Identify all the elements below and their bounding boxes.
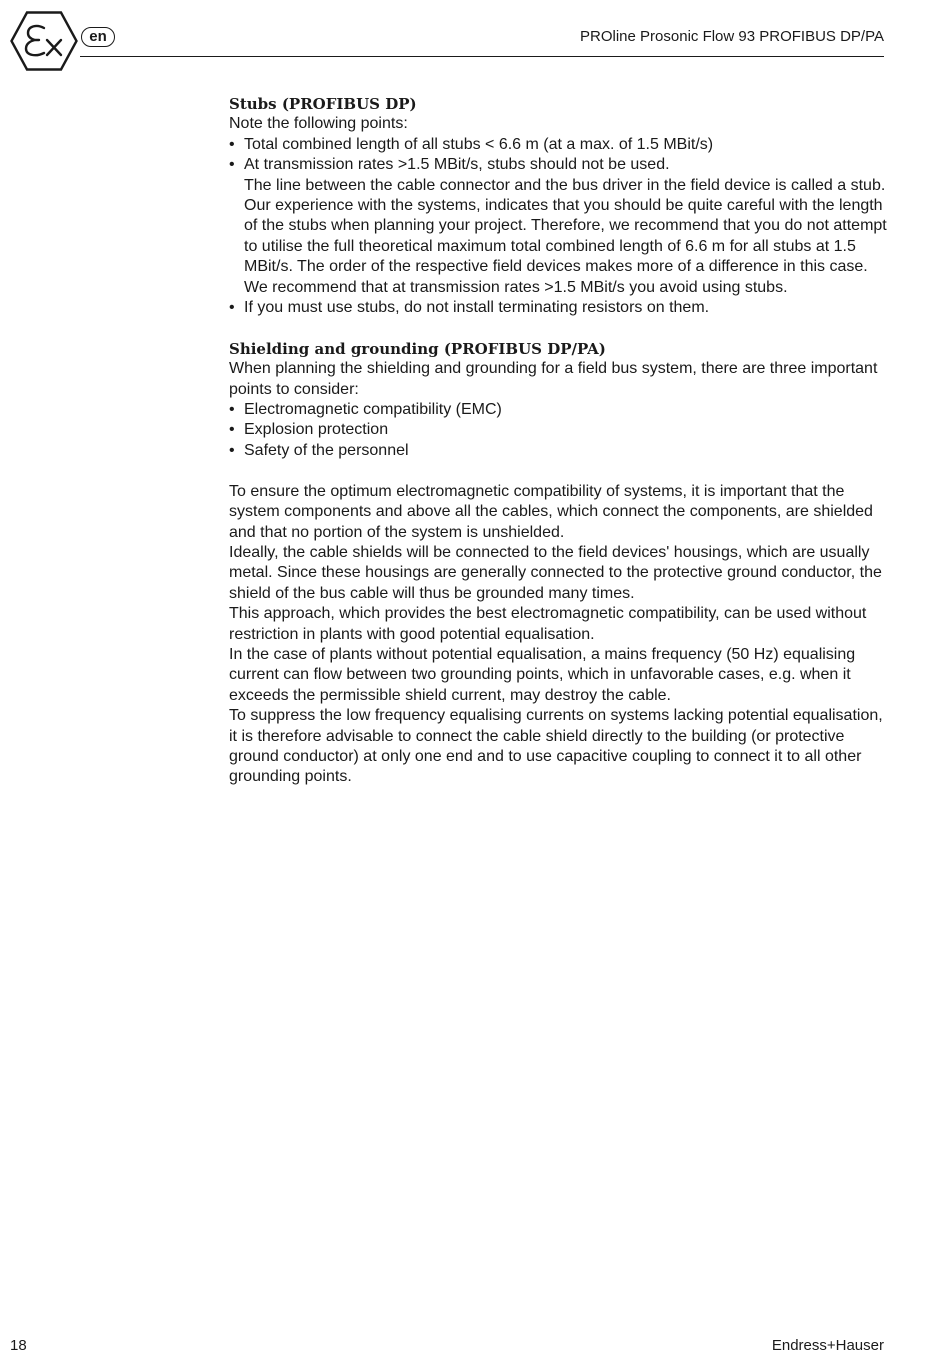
shielding-paragraph: This approach, which provides the best electromagnetic compatibility, can be used without restriction in plants with good potential equalisation. bbox=[229, 605, 867, 643]
list-item: • Total combined length of all stubs < 6.6 m (at a max. of 1.5 MBit/s) bbox=[229, 135, 889, 155]
language-badge: en bbox=[81, 27, 115, 47]
stubs-heading: Stubs (PROFIBUS DP) bbox=[229, 95, 417, 113]
list-item: • If you must use stubs, do not install terminating resistors on them. bbox=[229, 298, 889, 318]
shielding-heading: Shielding and grounding (PROFIBUS DP/PA) bbox=[229, 339, 606, 358]
list-item: • Safety of the personnel bbox=[229, 441, 889, 461]
document-title: PROline Prosonic Flow 93 PROFIBUS DP/PA bbox=[580, 28, 884, 45]
shielding-intro: When planning the shielding and grounding for a field bus system, there are three important points to consider: bbox=[229, 360, 878, 398]
spacer bbox=[229, 461, 889, 481]
ex-hexagon-icon bbox=[10, 11, 78, 71]
shielding-bullet-list bbox=[229, 400, 889, 461]
shielding-paragraph: Ideally, the cable shields will be connected to the field devices' housings, which are usually metal. Since these housings are generally connected to the protective ground conductor, the shield of the bus cable will thus be grounded many times. bbox=[229, 543, 882, 602]
shielding-paragraph: To suppress the low frequency equalising currents on systems lacking potential equalisation, it is therefore advisable to connect the cable shield directly to the building (or protective ground conductor) at only one end and to use capacitive coupling to connect it to all other grounding points. bbox=[229, 707, 883, 786]
stubs-bullet-list bbox=[229, 135, 889, 319]
stubs-intro: Note the following points: bbox=[229, 115, 408, 133]
stubs-explanation: The line between the cable connector and the bus driver in the field device is called a stub. Our experience with the systems, indicates that you should be quite careful with the length of the stubs when planning your project. Therefore, we recommend that you do not attempt to utilise the full theoretical maximum total combined length of 6.6 m for all stubs at 1.5 MBit/s. The order of the respective field devices makes more of a difference in this case. We recommend that at transmission rates >1.5 MBit/s you avoid using stubs. bbox=[244, 176, 887, 296]
page-number: 18 bbox=[10, 1337, 27, 1354]
shielding-paragraph: To ensure the optimum electromagnetic compatibility of systems, it is important that the system components and above all the cables, which connect the components, are shielded and that no portion of the system is unshielded. bbox=[229, 482, 873, 541]
stubs-bullet-text: At transmission rates >1.5 MBit/s, stubs should not be used. bbox=[244, 156, 670, 174]
brand-name: Endress+Hauser bbox=[771, 1337, 884, 1354]
list-item: • Explosion protection bbox=[229, 420, 889, 440]
page-content bbox=[229, 94, 889, 788]
list-item: • Electromagnetic compatibility (EMC) bbox=[229, 400, 889, 420]
shielding-paragraph: In the case of plants without potential equalisation, a mains frequency (50 Hz) equalising current can flow between two grounding points, which in unfavorable cases, e.g. when it exceeds the permissible shield current, may destroy the cable. bbox=[229, 645, 856, 704]
list-item bbox=[229, 155, 889, 298]
spacer bbox=[229, 318, 889, 338]
header-divider bbox=[80, 56, 884, 57]
